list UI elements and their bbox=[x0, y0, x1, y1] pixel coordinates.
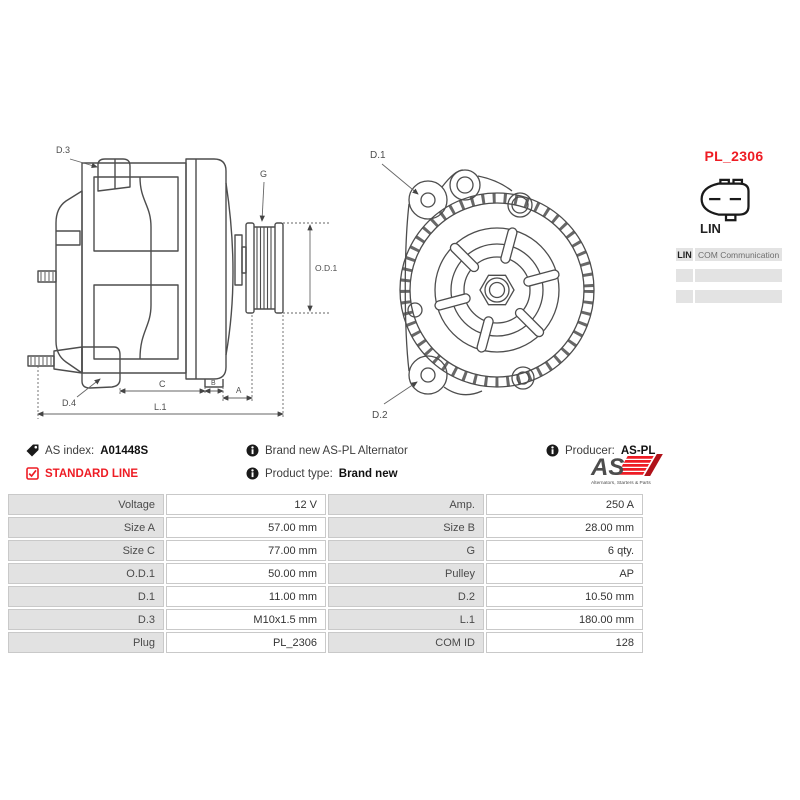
brand-new-text: Brand new AS-PL Alternator bbox=[265, 444, 408, 457]
standard-line-label: STANDARD LINE bbox=[45, 467, 139, 480]
spec-value-cell: 10.50 mm bbox=[486, 586, 643, 607]
plug-function-cell bbox=[695, 290, 782, 303]
spec-value-cell: 128 bbox=[486, 632, 643, 653]
alternator-side-view-diagram bbox=[20, 135, 350, 430]
plug-connection-row bbox=[676, 290, 782, 303]
logo-caption: Alternators, Starters & Parts bbox=[591, 481, 651, 486]
alternator-front-view-diagram bbox=[360, 128, 620, 428]
spec-value-cell: 28.00 mm bbox=[486, 517, 643, 538]
plug-connector-icon bbox=[696, 178, 756, 223]
plug-panel bbox=[676, 148, 792, 311]
spec-label-cell: COM ID bbox=[328, 632, 484, 653]
spec-label-cell: Size A bbox=[8, 517, 164, 538]
plug-connection-row bbox=[676, 269, 782, 282]
plug-function-cell: COM Communication bbox=[695, 248, 782, 261]
plug-pin-cell: LIN bbox=[677, 249, 692, 260]
product-type-item bbox=[246, 467, 398, 480]
spec-label-cell: Size C bbox=[8, 540, 164, 561]
dim-label-l1: L.1 bbox=[154, 402, 167, 412]
logo-as-text: AS bbox=[591, 454, 625, 481]
product-type-value: Brand new bbox=[338, 467, 398, 480]
front-view-outline bbox=[400, 170, 594, 395]
tag-icon bbox=[26, 444, 39, 457]
dim-label-a: A bbox=[236, 386, 242, 395]
spec-label-cell: D.2 bbox=[328, 586, 484, 607]
standard-line-item bbox=[26, 467, 138, 480]
spec-value-cell: 180.00 mm bbox=[486, 609, 643, 630]
as-pl-logo bbox=[590, 452, 668, 491]
info-icon bbox=[246, 444, 259, 457]
plug-connection-row bbox=[676, 248, 782, 261]
spec-value-cell: 57.00 mm bbox=[166, 517, 326, 538]
spec-label-cell: Amp. bbox=[328, 494, 484, 515]
as-index-label: AS index: bbox=[45, 444, 95, 457]
info-icon bbox=[246, 467, 259, 480]
spec-label-cell: Voltage bbox=[8, 494, 164, 515]
spec-label-cell: D.1 bbox=[8, 586, 164, 607]
dim-label-g: G bbox=[260, 169, 268, 179]
spec-value-cell: AP bbox=[486, 563, 643, 584]
dim-label-c: C bbox=[159, 379, 166, 389]
spec-label-cell: O.D.1 bbox=[8, 563, 164, 584]
checked-checkbox-icon bbox=[26, 467, 39, 480]
plug-function-cell bbox=[695, 269, 782, 282]
as-index-value: A01448S bbox=[100, 444, 149, 457]
plug-name-label: LIN bbox=[700, 221, 721, 236]
dim-label-od1: O.D.1 bbox=[315, 263, 338, 273]
plug-pin-cell bbox=[676, 269, 693, 282]
plug-pin-cell bbox=[676, 290, 693, 303]
dim-label-d3: D.3 bbox=[56, 145, 71, 155]
info-icon bbox=[546, 444, 559, 457]
brand-new-item bbox=[246, 444, 408, 457]
spec-label-cell: Size B bbox=[328, 517, 484, 538]
side-view-outline bbox=[28, 159, 283, 388]
product-type-label: Product type: bbox=[265, 467, 333, 480]
as-index-item bbox=[26, 444, 148, 457]
spec-value-cell: 77.00 mm bbox=[166, 540, 326, 561]
producer-value: AS-PL bbox=[620, 444, 656, 457]
dim-label-d1: D.1 bbox=[370, 150, 386, 161]
spec-label-cell: G bbox=[328, 540, 484, 561]
dim-label-d2: D.2 bbox=[372, 410, 388, 421]
spec-value-cell: PL_2306 bbox=[166, 632, 326, 653]
spec-label-cell: L.1 bbox=[328, 609, 484, 630]
plug-code: PL_2306 bbox=[704, 148, 764, 164]
spec-table bbox=[8, 494, 643, 653]
spec-label-cell: Plug bbox=[8, 632, 164, 653]
spec-value-cell: 250 A bbox=[486, 494, 643, 515]
dim-label-b: B bbox=[211, 380, 216, 387]
spec-value-cell: 50.00 mm bbox=[166, 563, 326, 584]
dim-label-d4: D.4 bbox=[62, 398, 77, 408]
spec-label-cell: Pulley bbox=[328, 563, 484, 584]
producer-label: Producer: bbox=[565, 444, 615, 457]
spec-label-cell: D.3 bbox=[8, 609, 164, 630]
spec-value-cell: 11.00 mm bbox=[166, 586, 326, 607]
spec-value-cell: 6 qty. bbox=[486, 540, 643, 561]
plug-connection-table bbox=[676, 248, 782, 303]
spec-value-cell: 12 V bbox=[166, 494, 326, 515]
spec-value-cell: M10x1.5 mm bbox=[166, 609, 326, 630]
